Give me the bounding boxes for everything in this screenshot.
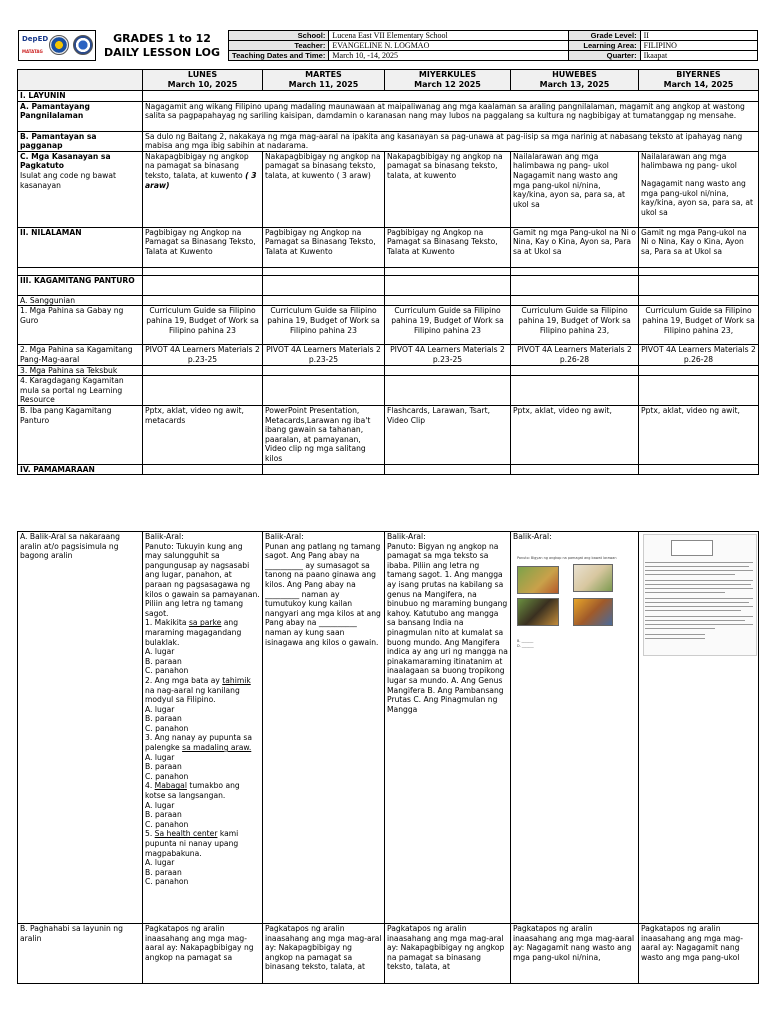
iba-martes: PowerPoint Presentation, Metacards,Larawan ng iba't ibang gawain sa tahanan, paaralan, at pamayanan, Video clip ng mga salitang kilos bbox=[263, 405, 385, 464]
picture-3-icon bbox=[517, 598, 559, 626]
nilalaman-biyernes: Gamit ng mga Pang-ukol na Ni o Nina, Kay o Kina, Ayon sa, Para sa at Ukol sa bbox=[639, 227, 759, 267]
kasanayan-huwebes: Nailalarawan ang mga halimbawa ng pang- ukol Nagagamit nang wasto ang mga pang-ukol ni/nina, kay/kina, ayon sa, para sa, at ukol sa bbox=[511, 151, 639, 227]
picture-1-icon bbox=[517, 566, 559, 594]
balik-aral-miyerkules: Balik-Aral: Panuto: Bigyan ng angkop na pamagat sa mga teksto sa ibaba. Piliin ang letra ng tamang sagot. 1. Ang mangga ay isang prutas na kabilang sa genus na Mangifera, na binubuo ng maraming bungang kahoy. Katutubo ang mangga sa bansang India na pinagmulan nito at kumalat sa buong mundo. Ang Mangifera indica ay ang uri ng mangga na pinakamaraming itinatanim at inaalagaan sa buong tropikong lugar sa mundo. A. Ang Genus Mangifera B. Ang Pambansang Prutas C. Ang Pinagmulan ng Mangga bbox=[385, 532, 511, 924]
school-value: Lucena East VII Elementary School bbox=[329, 31, 568, 41]
gabay-label: 1. Mga Pahina sa Gabay ng Guro bbox=[18, 306, 143, 345]
day-header-huwebes: HUWEBES March 13, 2025 bbox=[511, 70, 639, 91]
answer-box-icon bbox=[671, 540, 713, 556]
kag-miyerkules: PIVOT 4A Learners Materials 2 p.23-25 bbox=[385, 345, 511, 365]
gabay-miyerkules: Curriculum Guide sa Filipino pahina 19, Budget of Work sa Filipino pahina 23 bbox=[385, 306, 511, 345]
gabay-huwebes: Curriculum Guide sa Filipino pahina 19, Budget of Work sa Filipino pahina 23, bbox=[511, 306, 639, 345]
nilalaman-miyerkules: Pagbibigay ng Angkop na Pamagat sa Binasang Teksto, Talata at Kuwento bbox=[385, 227, 511, 267]
section-layunin: I. LAYUNIN bbox=[18, 91, 143, 102]
pamantayang-text: Nagagamit ang wikang Filipino upang madaling maunawaan at maipaliwanag ang mga kaalaman sa araling pangnilalaman, magamit ang angkop at wastong salita sa pagpapahayag ng sariling kaisipan, damdamin o karanasan nang may lubos na paggalang sa kultura ng nagbibigay at tumatanggap ng mensahe. bbox=[143, 101, 759, 131]
kag-martes: PIVOT 4A Learners Materials 2 p.23-25 bbox=[263, 345, 385, 365]
gabay-martes: Curriculum Guide sa Filipino pahina 19, Budget of Work sa Filipino pahina 23 bbox=[263, 306, 385, 345]
picture-4-icon bbox=[573, 598, 613, 626]
kasanayan-miyerkules: Nakapagbibigay ng angkop na pamagat sa binasang teksto, talata, at kuwento bbox=[385, 151, 511, 227]
kasanayan-lunes: Nakapagbibigay ng angkop na pamagat sa binasang teksto, talata, at kuwento ( 3 araw) bbox=[143, 151, 263, 227]
nilalaman-martes: Pagbibigay ng Angkop na Pamagat sa Binasang Teksto, Talata at Kuwento bbox=[263, 227, 385, 267]
iba-label: B. Iba pang Kagamitang Panturo bbox=[18, 405, 143, 464]
picture-2-icon bbox=[573, 564, 613, 592]
pagganap-text: Sa dulo ng Baitang 2, nakakaya ng mga mag-aaral na ipakita ang kasanayan sa pag-unawa at pag-iisip sa mga narinig at nabasang teksto at ipahayag nang mabisa ang mga ibig sabihin at nadarama. bbox=[143, 131, 759, 151]
karagdagan-label: 4. Karagdagang Kagamitan mula sa portal ng Learning Resource bbox=[18, 376, 143, 406]
pamantayang-label: A. Pamantayang Pangnilalaman bbox=[18, 101, 143, 131]
dll-header bbox=[18, 30, 758, 61]
dates-value: March 10, -14, 2025 bbox=[329, 51, 568, 61]
picture-activity-thumbnail: Panuto: Bigyan ng angkop na pamagat ang bawat larawan B. _______ D. _______ bbox=[517, 555, 617, 648]
balik-aral-label: A. Balik-Aral sa nakaraang aralin at/o pagsisimula ng bagong aralin bbox=[18, 532, 143, 924]
paghahabi-huwebes: Pagkatapos ng aralin inaasahang ang mga mag-aaral ay: Nagagamit nang wasto ang mga pang-ukol ni/nina, bbox=[511, 924, 639, 984]
lesson-log-table-page2 bbox=[17, 531, 759, 984]
paghahabi-biyernes: Pagkatapos ng aralin inaasahang ang mga mag-aaral ay: Nagagamit nang wasto ang mga pang-ukol bbox=[639, 924, 759, 984]
kasanayan-biyernes: Nailalarawan ang mga halimbawa ng pang- ukol Nagagamit nang wasto ang mga pang-ukol ni/nina, kay/kina, ayon sa, para sa, at ukol sa bbox=[639, 151, 759, 227]
kag-biyernes: PIVOT 4A Learners Materials 2 p.26-28 bbox=[639, 345, 759, 365]
balik-aral-lunes: Balik-Aral: Panuto: Tukuyin kung ang may salungguhit sa pangungusap ay nagsasabi ang lugar, panahon, at paraan ng pagsasagawa ng kilos o gawain sa pamayanan. Piliin ang letra ng tamang sagot. 1. Makikita sa parke ang maraming magagandang bulaklak. A. lugar B. paraan C. panahon 2. Ang mga bata ay tahimik na nag-aaral ng kanilang modyul sa Filipino. A. lugar B. paraan C. panahon 3. Ang nanay ay pupunta sa palengke sa madaling araw. A. lugar B. paraan C. panahon 4. Mabagal tumakbo ang kotse sa langsangan. A. lugar B. paraan C. panahon 5. Sa health center kami pupunta ni nanay upang magpabakuna. A. lugar B. paraan C. panahon bbox=[143, 532, 263, 924]
worksheet-thumbnail bbox=[641, 532, 759, 682]
meta-table: School: Lucena East VII Elementary School Grade Level: II Teacher: EVANGELINE N. LOGMAO Learning Area: FILIPINO Teaching Dates and Time: March 10, -14, 2025 Quarter: Ikaapat bbox=[228, 30, 758, 61]
gabay-biyernes: Curriculum Guide sa Filipino pahina 19, Budget of Work sa Filipino pahina 23, bbox=[639, 306, 759, 345]
area-value: FILIPINO bbox=[640, 41, 757, 51]
teksbuk-label: 3. Mga Pahina sa Teksbuk bbox=[18, 365, 143, 376]
day-header-biyernes: BIYERNES March 14, 2025 bbox=[639, 70, 759, 91]
paghahabi-miyerkules: Pagkatapos ng aralin inaasahang ang mga mag-aral ay: Nakapagbibigay ng angkop na pamagat sa binasang teksto, talata, at bbox=[385, 924, 511, 984]
pamamaraan-label: IV. PAMAMARAAN bbox=[18, 464, 143, 475]
kagamitan2-label: 2. Mga Pahina sa Kagamitang Pang-Mag-aaral bbox=[18, 345, 143, 365]
kag-lunes: PIVOT 4A Learners Materials 2 p.23-25 bbox=[143, 345, 263, 365]
iba-huwebes: Pptx, aklat, video ng awit, bbox=[511, 405, 639, 464]
deped-logo: DepED bbox=[22, 35, 49, 43]
paghahabi-martes: Pagkatapos ng aralin inaasahang ang mga mag-aral ay: Nakapagbibigay ng angkop na pamagat sa binasang teksto, talata, at bbox=[263, 924, 385, 984]
day-header-miyerkules: MIYERKULES March 12 2025 bbox=[385, 70, 511, 91]
paghahabi-label: B. Paghahabi sa layunin ng aralin bbox=[18, 924, 143, 984]
balik-aral-martes: Balik-Aral: Punan ang patlang ng tamang sagot. Ang Pang abay na __________ ay sumasagot sa tanong na paano ginawa ang kilos. Ang Pang abay na _________ naman ay tumutukoy kung kailan nangyari ang mga kilos at ang Pang abay na __________ naman ay kung saan isinagawa ang kilos o gawain. bbox=[263, 532, 385, 924]
logo-box bbox=[18, 30, 96, 61]
iba-lunes: Pptx, aklat, video ng awit, metacards bbox=[143, 405, 263, 464]
document-title: GRADES 1 to 12 DAILY LESSON LOG bbox=[103, 32, 221, 59]
nilalaman-label: II. NILALAMAN bbox=[18, 227, 143, 267]
balik-aral-biyernes bbox=[639, 532, 759, 924]
deped-seal-icon bbox=[49, 35, 69, 55]
iba-biyernes: Pptx, aklat, video ng awit, bbox=[639, 405, 759, 464]
pagganap-label: B. Pamantayan sa pagganap bbox=[18, 131, 143, 151]
kagamitan-label: III. KAGAMITANG PANTURO bbox=[18, 275, 143, 295]
kag-huwebes: PIVOT 4A Learners Materials 2 p.26-28 bbox=[511, 345, 639, 365]
gabay-lunes: Curriculum Guide sa Filipino pahina 19, Budget of Work sa Filipino pahina 23 bbox=[143, 306, 263, 345]
matatag-logo: MATATAG bbox=[22, 49, 43, 54]
balik-aral-huwebes: Balik-Aral: Panuto: Bigyan ng angkop na pamagat ang bawat larawan B. _______ D. _______ bbox=[511, 532, 639, 924]
nilalaman-huwebes: Gamit ng mga Pang-ukol na Ni o Nina, Kay o Kina, Ayon sa, Para sa at Ukol sa bbox=[511, 227, 639, 267]
teacher-value: EVANGELINE N. LOGMAO bbox=[329, 41, 568, 51]
kasanayan-label: C. Mga Kasanayan sa Pagkatuto Isulat ang code ng bawat kasanayan bbox=[18, 151, 143, 227]
kasanayan-martes: Nakapagbibigay ng angkop na pamagat sa binasang teksto, talata, at kuwento ( 3 araw) bbox=[263, 151, 385, 227]
division-seal-icon bbox=[73, 35, 93, 55]
paghahabi-lunes: Pagkatapos ng aralin inaasahang ang mga mag-aaral ay: Nakapagbibigay ng angkop na pamagat sa bbox=[143, 924, 263, 984]
nilalaman-lunes: Pagbibigay ng Angkop na Pamagat sa Binasang Teksto, Talata at Kuwento bbox=[143, 227, 263, 267]
lesson-log-table-page1 bbox=[17, 69, 759, 475]
day-header-lunes: LUNES March 10, 2025 bbox=[143, 70, 263, 91]
iba-miyerkules: Flashcards, Larawan, Tsart, Video Clip bbox=[385, 405, 511, 464]
quarter-value: Ikaapat bbox=[640, 51, 757, 61]
grade-value: II bbox=[640, 31, 757, 41]
sanggunian-label: A. Sanggunian bbox=[18, 295, 143, 306]
day-header-martes: MARTES March 11, 2025 bbox=[263, 70, 385, 91]
